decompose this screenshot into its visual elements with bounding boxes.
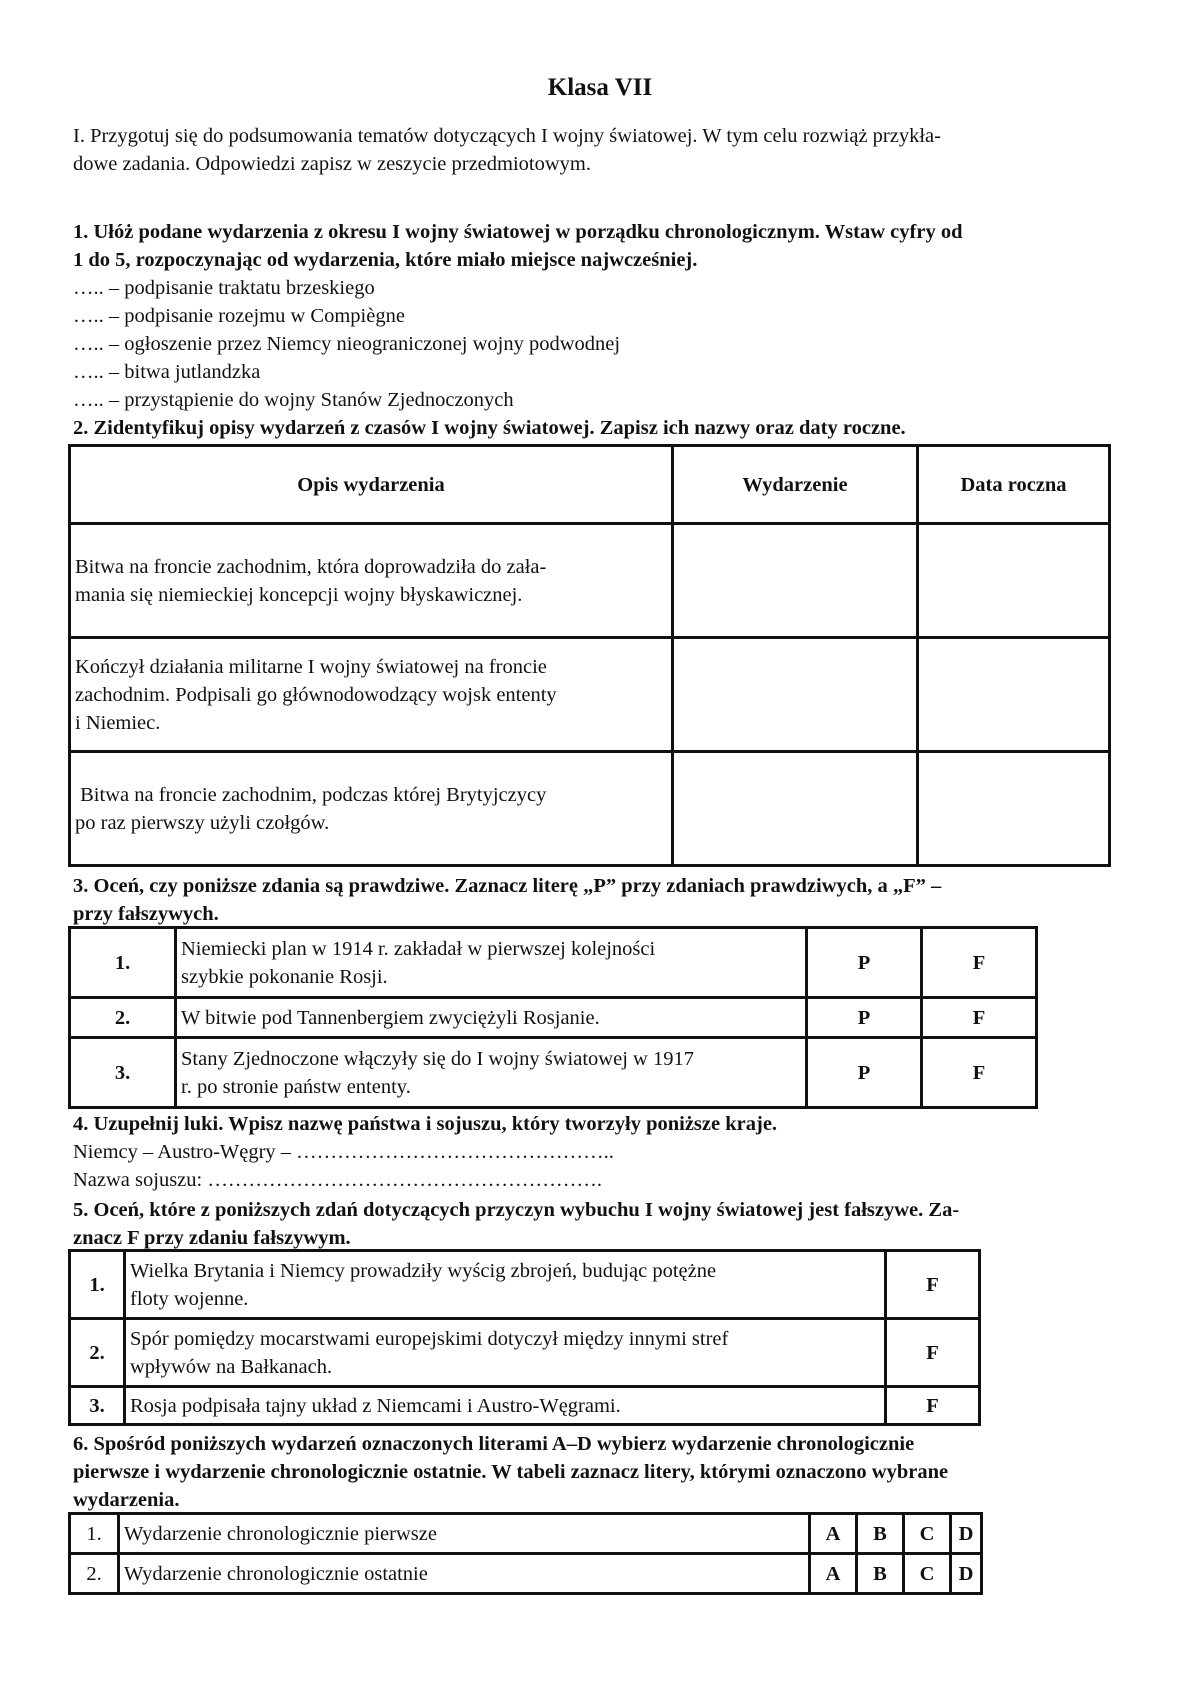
q3-option-p[interactable]: P — [807, 928, 922, 998]
q6-row-label: Wydarzenie chronologicznie pierwsze — [119, 1514, 810, 1554]
q6-option-b[interactable]: B — [857, 1514, 904, 1554]
q1-item[interactable]: ….. – podpisanie rozejmu w Compiègne — [73, 305, 405, 327]
intro-paragraph — [73, 122, 1135, 178]
q2-instruction: 2. Zidentyfikuj opisy wydarzeń z czasów I wojny światowej. Zapisz ich nazwy oraz daty roczne. — [73, 417, 906, 439]
q6-table — [68, 1512, 983, 1595]
q2-header-description: Opis wydarzenia — [70, 446, 673, 524]
q6-row — [70, 1514, 982, 1554]
q2-description-cell: Kończył działania militarne I wojny światowej na froncie zachodnim. Podpisali go głównodowodzący wojsk ententy i Niemiec. — [70, 638, 673, 752]
q5-table — [68, 1249, 981, 1426]
q5-row — [70, 1319, 980, 1387]
q3-table — [68, 926, 1038, 1109]
page-title: Klasa VII — [547, 74, 653, 101]
q4-answer-lines — [73, 1138, 614, 1194]
q6-option-a[interactable]: A — [810, 1554, 857, 1594]
q6-option-d[interactable]: D — [951, 1514, 982, 1554]
q1-item[interactable]: ….. – podpisanie traktatu brzeskiego — [73, 277, 375, 299]
q6-option-c[interactable]: C — [904, 1514, 951, 1554]
q6-option-b[interactable]: B — [857, 1554, 904, 1594]
q5-row-number: 1. — [70, 1251, 125, 1319]
q5-row-number: 3. — [70, 1387, 125, 1425]
q1-item[interactable]: ….. – przystąpienie do wojny Stanów Zjednoczonych — [73, 389, 514, 411]
q2-row — [70, 638, 1110, 752]
q3-statement: Stany Zjednoczone włączyły się do I wojny światowej w 1917 r. po stronie państw ententy. — [176, 1038, 807, 1108]
q6-instruction: 6. Spośród poniższych wydarzeń oznaczonych literami A–D wybierz wydarzenie chronologicznie pierwsze i wydarzenie chronologicznie ostatnie. W tabeli zaznacz litery, którymi oznaczono wybrane wydarzenia. — [73, 1433, 949, 1511]
q1-item-list — [73, 274, 620, 414]
q2-header-year: Data roczna — [918, 446, 1110, 524]
q3-row-number: 3. — [70, 1038, 176, 1108]
q1-instruction — [73, 218, 1135, 274]
q1-line-2: 1 do 5, rozpoczynając od wydarzenia, które miało miejsce najwcześniej. — [73, 249, 698, 271]
q5-statement: Rosja podpisała tajny układ z Niemcami i Austro-Węgrami. — [125, 1387, 886, 1425]
q6-option-c[interactable]: C — [904, 1554, 951, 1594]
q2-event-answer-cell[interactable] — [673, 524, 918, 638]
q6-row-number: 1. — [70, 1514, 119, 1554]
q2-event-answer-cell[interactable] — [673, 752, 918, 866]
q4-instruction: 4. Uzupełnij luki. Wpisz nazwę państwa i sojuszu, który tworzyły poniższe kraje. — [73, 1113, 778, 1135]
q2-row — [70, 524, 1110, 638]
q2-header-event: Wydarzenie — [673, 446, 918, 524]
q6-option-a[interactable]: A — [810, 1514, 857, 1554]
q2-table — [68, 444, 1111, 867]
q2-year-answer-cell[interactable] — [918, 524, 1110, 638]
q3-statement: Niemiecki plan w 1914 r. zakładał w pierwszej kolejności szybkie pokonanie Rosji. — [176, 928, 807, 998]
q2-year-answer-cell[interactable] — [918, 752, 1110, 866]
q5-option-f[interactable]: F — [886, 1251, 980, 1319]
q5-statement: Spór pomiędzy mocarstwami europejskimi dotyczył między innymi stref wpływów na Bałkanach. — [125, 1319, 886, 1387]
q1-item[interactable]: ….. – ogłoszenie przez Niemcy nieograniczonej wojny podwodnej — [73, 333, 621, 355]
q2-description-cell: Bitwa na froncie zachodnim, która doprowadziła do zała- mania się niemieckiej koncepcji wojny błyskawicznej. — [70, 524, 673, 638]
q2-event-answer-cell[interactable] — [673, 638, 918, 752]
q3-row-number: 1. — [70, 928, 176, 998]
q6-option-d[interactable]: D — [951, 1554, 982, 1594]
q3-option-f[interactable]: F — [922, 928, 1037, 998]
q5-row — [70, 1251, 980, 1319]
q3-statement: W bitwie pod Tannenbergiem zwyciężyli Rosjanie. — [176, 998, 807, 1038]
q3-option-f[interactable]: F — [922, 1038, 1037, 1108]
q3-row — [70, 928, 1037, 998]
q6-row — [70, 1554, 982, 1594]
q1-line-1: 1. Ułóż podane wydarzenia z okresu I wojny światowej w porządku chronologicznym. Wstaw cyfry od — [73, 221, 963, 243]
q3-option-f[interactable]: F — [922, 998, 1037, 1038]
q5-row-number: 2. — [70, 1319, 125, 1387]
q4-state-gap[interactable]: Niemcy – Austro-Węgry – ……………………………………….. — [73, 1141, 614, 1163]
q2-description-cell: Bitwa na froncie zachodnim, podczas której Brytyjczycy po raz pierwszy użyli czołgów. — [70, 752, 673, 866]
q3-option-p[interactable]: P — [807, 1038, 922, 1108]
q2-row — [70, 752, 1110, 866]
q3-option-p[interactable]: P — [807, 998, 922, 1038]
q3-row — [70, 1038, 1037, 1108]
q3-row — [70, 998, 1037, 1038]
q5-option-f[interactable]: F — [886, 1319, 980, 1387]
intro-line-2: dowe zadania. Odpowiedzi zapisz w zeszycie przedmiotowym. — [73, 153, 591, 175]
q3-instruction: 3. Oceń, czy poniższe zdania są prawdziwe. Zaznacz literę „P” przy zdaniach prawdziwych, a „F” – przy fałszywych. — [73, 875, 942, 925]
q2-year-answer-cell[interactable] — [918, 638, 1110, 752]
q6-row-label: Wydarzenie chronologicznie ostatnie — [119, 1554, 810, 1594]
q5-statement: Wielka Brytania i Niemcy prowadziły wyścig zbrojeń, budując potężne floty wojenne. — [125, 1251, 886, 1319]
q1-item[interactable]: ….. – bitwa jutlandzka — [73, 361, 261, 383]
q3-row-number: 2. — [70, 998, 176, 1038]
q5-option-f[interactable]: F — [886, 1387, 980, 1425]
q5-row — [70, 1387, 980, 1425]
q6-row-number: 2. — [70, 1554, 119, 1594]
q5-instruction: 5. Oceń, które z poniższych zdań dotyczących przyczyn wybuchu I wojny światowej jest fałszywe. Za- znacz F przy zdaniu fałszywym. — [73, 1199, 960, 1249]
q4-alliance-gap[interactable]: Nazwa sojuszu: …………………………………………………. — [73, 1169, 602, 1191]
intro-line-1: I. Przygotuj się do podsumowania tematów dotyczących I wojny światowej. W tym celu rozwiąż przykła- — [73, 125, 941, 147]
